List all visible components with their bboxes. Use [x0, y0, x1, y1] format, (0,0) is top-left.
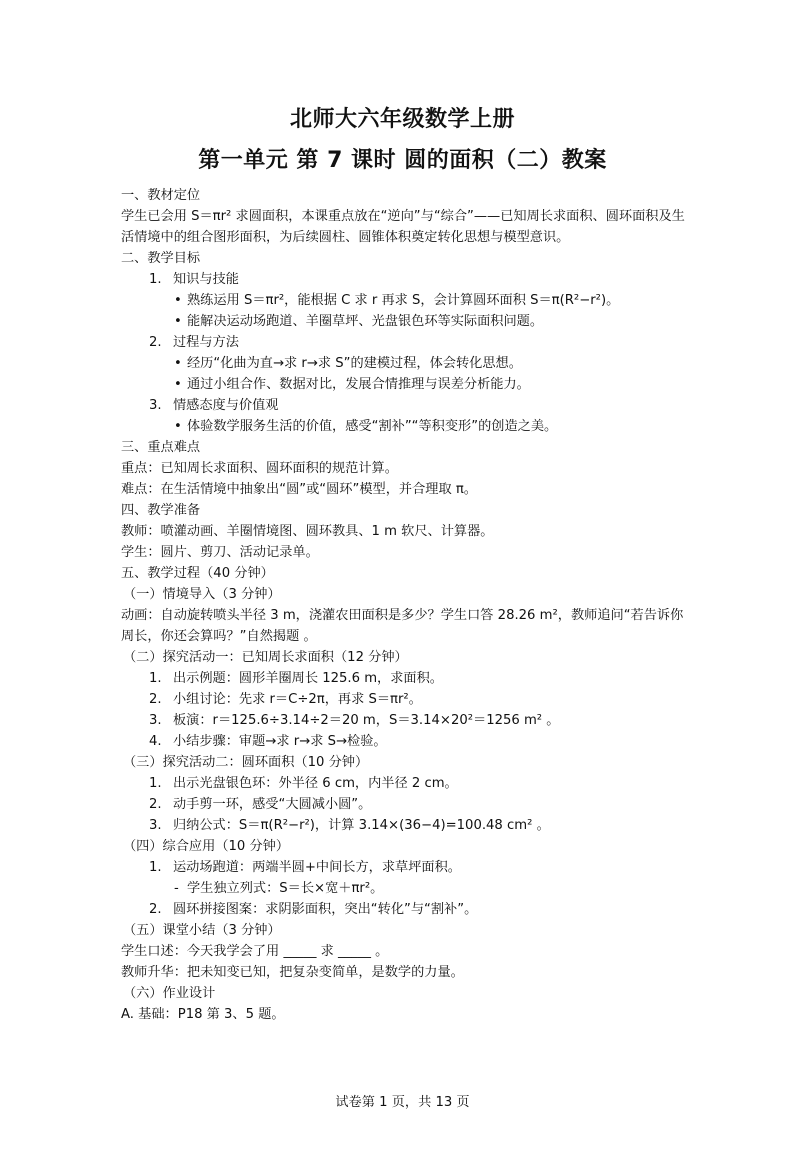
- goal-item: [149, 395, 691, 416]
- student-preparation: 学生：圆片、剪刀、活动记录单。: [121, 545, 319, 560]
- list-text: 归纳公式：S＝π(R²−r²)，计算 3.14×(36−4)=100.48 cm² 。: [173, 818, 550, 833]
- bullet-text: 通过小组合作、数据对比，发展合情推理与误差分析能力。: [187, 377, 530, 392]
- bullet-item: [174, 311, 691, 332]
- list-text: 小组讨论：先求 r＝C÷2π，再求 S＝πr²。: [173, 692, 422, 707]
- summary-student: 学生口述：今天我学会了用 _____ 求 _____ 。: [121, 944, 389, 959]
- list-number: 1.: [149, 272, 162, 287]
- list-text: 小结步骤：审题→求 r→求 S→检验。: [173, 734, 387, 749]
- bullet-text: 熟练运用 S＝πr²，能根据 C 求 r 再求 S，会计算圆环面积 S＝π(R²−r²)。: [187, 293, 620, 308]
- list-item: [149, 689, 691, 710]
- bullet-text: 能解决运动场跑道、羊圈草坪、光盘银色环等实际面积问题。: [187, 314, 544, 329]
- bullet-icon: •: [174, 377, 182, 392]
- list-number: 2.: [149, 797, 162, 812]
- bullet-icon: •: [174, 314, 182, 329]
- list-text: 出示例题：圆形羊圈周长 125.6 m，求面积。: [173, 671, 443, 686]
- list-number: 2.: [149, 335, 162, 350]
- teacher-preparation: 教师：喷灌动画、羊圈情境图、圆环教具、1 m 软尺、计算器。: [121, 524, 494, 539]
- key-point-text: 重点：已知周长求面积、圆环面积的规范计算。: [121, 461, 398, 476]
- list-item: [149, 899, 691, 920]
- process-heading-activity-1: （二）探究活动一：已知周长求面积（12 分钟）: [123, 650, 408, 665]
- section-heading-preparation: 四、教学准备: [121, 503, 201, 518]
- goal-item: [149, 269, 691, 290]
- bullet-icon: •: [174, 419, 182, 434]
- bullet-icon: •: [174, 356, 182, 371]
- list-text: 板演：r＝125.6÷3.14÷2＝20 m，S＝3.14×20²＝1256 m² 。: [173, 713, 560, 728]
- list-number: 1.: [149, 671, 162, 686]
- list-number: 2.: [149, 902, 162, 917]
- goal-label: 情感态度与价值观: [173, 398, 279, 413]
- list-item: [149, 815, 691, 836]
- list-number: 3.: [149, 713, 162, 728]
- positioning-text: 学生已会用 S＝πr² 求圆面积，本课重点放在“逆向”与“综合”——已知周长求面积、圆环面积及生活情境中的组合图形面积，为后续圆柱、圆锥体积奠定转化思想与模型意识。: [121, 209, 685, 245]
- list-text: 圆环拼接图案：求阴影面积，突出“转化”与“割补”。: [173, 902, 478, 917]
- list-item: [149, 773, 691, 794]
- list-text: 运动场跑道：两端半圆+中间长方，求草坪面积。: [173, 860, 461, 875]
- document-body: [121, 185, 691, 1025]
- list-number: 3.: [149, 818, 162, 833]
- list-number: 1.: [149, 860, 162, 875]
- sub-list-text: 学生独立列式：S＝长×宽＋πr²。: [187, 881, 384, 896]
- difficult-point-text: 难点：在生活情境中抽象出“圆”或“圆环”模型，并合理取 π。: [121, 482, 477, 497]
- dash-marker: -: [174, 881, 179, 896]
- bullet-text: 经历“化曲为直→求 r→求 S”的建模过程，体会转化思想。: [187, 356, 522, 371]
- goal-item: [149, 332, 691, 353]
- list-item: [149, 710, 691, 731]
- process-heading-summary: （五）课堂小结（3 分钟）: [123, 923, 281, 938]
- document-subtitle: 第一单元 第 7 课时 圆的面积（二）教案: [198, 148, 607, 173]
- bullet-icon: •: [174, 293, 182, 308]
- list-item: [149, 668, 691, 689]
- bullet-item: [174, 290, 691, 311]
- section-heading-key-points: 三、重点难点: [121, 440, 201, 455]
- list-number: 3.: [149, 398, 162, 413]
- list-text: 出示光盘银色环：外半径 6 cm，内半径 2 cm。: [173, 776, 458, 791]
- list-number: 2.: [149, 692, 162, 707]
- section-heading-positioning: 一、教材定位: [121, 188, 201, 203]
- homework-basic: A. 基础：P18 第 3、5 题。: [121, 1007, 285, 1022]
- list-item: [149, 857, 691, 878]
- goal-label: 过程与方法: [173, 335, 239, 350]
- page-footer: 试卷第 1 页，共 13 页: [335, 1095, 470, 1110]
- section-heading-process: 五、教学过程（40 分钟）: [121, 566, 274, 581]
- list-number: 4.: [149, 734, 162, 749]
- process-heading-intro: （一）情境导入（3 分钟）: [123, 587, 281, 602]
- bullet-item: [174, 374, 691, 395]
- summary-teacher: 教师升华：把未知变已知，把复杂变简单，是数学的力量。: [121, 965, 464, 980]
- list-text: 动手剪一环，感受“大圆减小圆”。: [173, 797, 372, 812]
- bullet-item: [174, 353, 691, 374]
- sub-list-item: [174, 878, 691, 899]
- document-title: 北师大六年级数学上册: [289, 107, 515, 132]
- goal-label: 知识与技能: [173, 272, 239, 287]
- bullet-text: 体验数学服务生活的价值，感受“割补”“等积变形”的创造之美。: [187, 419, 558, 434]
- list-number: 1.: [149, 776, 162, 791]
- bullet-item: [174, 416, 691, 437]
- process-heading-homework: （六）作业设计: [123, 986, 216, 1001]
- list-item: [149, 794, 691, 815]
- process-heading-activity-2: （三）探究活动二：圆环面积（10 分钟）: [123, 755, 369, 770]
- section-heading-goals: 二、教学目标: [121, 251, 201, 266]
- process-heading-application: （四）综合应用（10 分钟）: [123, 839, 290, 854]
- list-item: [149, 731, 691, 752]
- intro-text: 动画：自动旋转喷头半径 3 m，浇灌农田面积是多少？学生口答 28.26 m²，教师追问“若告诉你周长，你还会算吗？”自然揭题 。: [121, 608, 684, 644]
